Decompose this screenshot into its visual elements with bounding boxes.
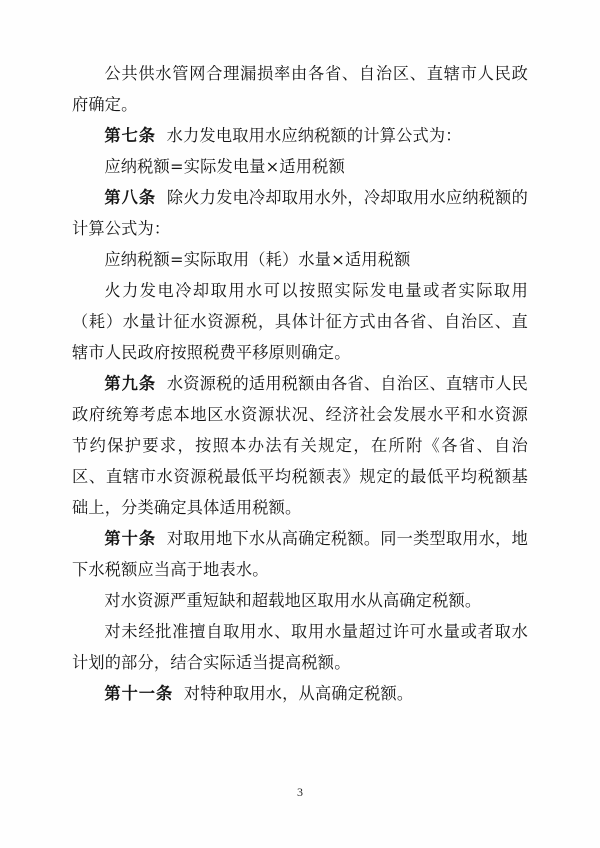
paragraph-text: 对取用地下水从高确定税额。同一类型取用水，地下水税额应当高于地表水。 [72, 529, 528, 579]
article-label: 第七条 [104, 126, 156, 145]
paragraph-scarce-areas [72, 585, 528, 616]
paragraph-unapproved [72, 616, 528, 678]
paragraph-text: 对特种取用水，从高确定税额。 [183, 684, 414, 703]
paragraph-text: 水力发电取用水应纳税额的计算公式为： [166, 126, 462, 145]
paragraph-article-11 [72, 678, 528, 709]
article-label: 第八条 [104, 188, 157, 207]
paragraph-formula-2 [72, 244, 528, 275]
paragraph-text: 对未经批准擅自取用水、取用水量超过许可水量或者取水计划的部分，结合实际适当提高税额。 [72, 622, 528, 672]
document-body [72, 58, 528, 709]
paragraph-text: 火力发电冷却取用水可以按照实际发电量或者实际取用（耗）水量计征水资源税，具体计征方式由各省、自治区、直辖市人民政府按照税费平移原则确定。 [72, 281, 528, 362]
paragraph-article-9 [72, 368, 528, 523]
paragraph-leakage-rate [72, 58, 528, 120]
paragraph-text: 水资源税的适用税额由各省、自治区、直辖市人民政府统筹考虑本地区水资源状况、经济社会发展水平和水资源节约保护要求，按照本办法有关规定，在所附《各省、自治区、直辖市水资源税最低平均税额表》规定的最低平均税额基础上，分类确定具体适用税额。 [72, 374, 528, 517]
paragraph-text: 应纳税额=实际取用（耗）水量×适用税额 [104, 250, 411, 269]
paragraph-text: 除火力发电冷却取用水外，冷却取用水应纳税额的计算公式为： [72, 188, 528, 238]
paragraph-article-10 [72, 523, 528, 585]
paragraph-article-8 [72, 182, 528, 244]
paragraph-formula-1 [72, 151, 528, 182]
article-label: 第九条 [104, 374, 157, 393]
article-label: 第十条 [104, 529, 157, 548]
paragraph-text: 应纳税额=实际发电量×适用税额 [104, 157, 345, 176]
paragraph-text: 公共供水管网合理漏损率由各省、自治区、直辖市人民政府确定。 [72, 64, 528, 114]
page-number: 3 [297, 785, 303, 799]
paragraph-article-7 [72, 120, 528, 151]
paragraph-text: 对水资源严重短缺和超载地区取用水从高确定税额。 [104, 591, 482, 610]
paragraph-thermal-cooling [72, 275, 528, 368]
article-label: 第十一条 [104, 684, 174, 703]
